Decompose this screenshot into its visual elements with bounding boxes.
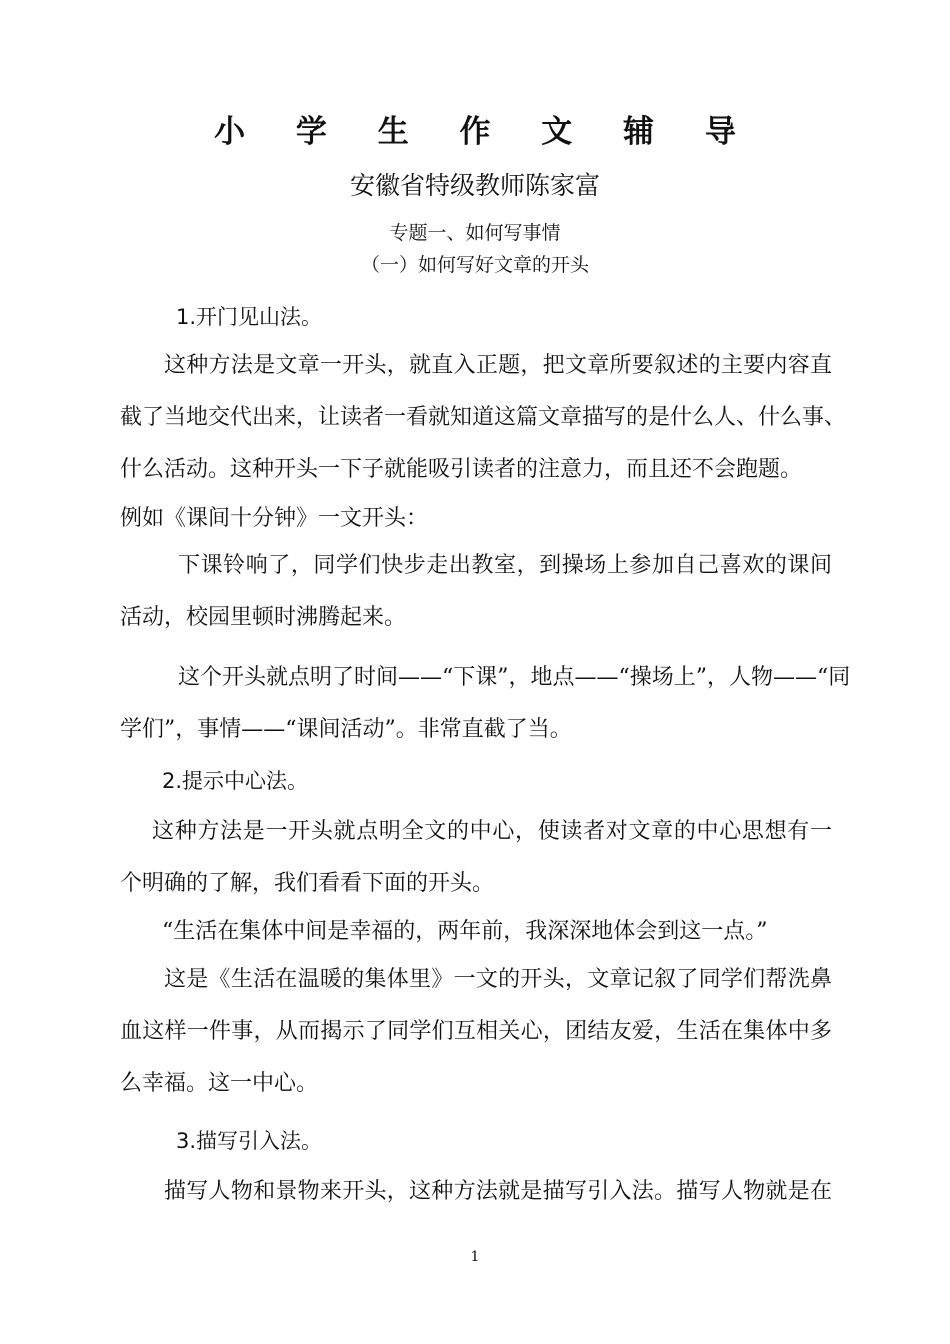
body-line: 这是《生活在温暖的集体里》一文的开头，文章记叙了同学们帮洗鼻 — [164, 967, 832, 992]
body-line: 个明确的了解，我们看看下面的开头。 — [120, 871, 495, 896]
section-heading-1: 1.开门见山法。 — [176, 305, 323, 329]
body-line: 什么活动。这种开头一下子就能吸引读者的注意力，而且还不会跑题。 — [120, 457, 803, 482]
body-line: 这种方法是文章一开头，就直入正题，把文章所要叙述的主要内容直 — [164, 353, 832, 378]
body-line: 描写人物和景物来开头，这种方法就是描写引入法。描写人物就是在 — [164, 1179, 832, 1204]
subtopic-heading: （一）如何写好文章的开头 — [360, 254, 589, 276]
body-line: 这种方法是一开头就点明全文的中心，使读者对文章的中心思想有一 — [152, 819, 832, 844]
page-number: 1 — [470, 1249, 480, 1265]
quote-line: 活动，校园里顿时沸腾起来。 — [120, 605, 407, 630]
topic-heading: 专题一、如何写事情 — [389, 222, 561, 244]
section-heading-2: 2.提示中心法。 — [162, 769, 309, 793]
body-line: 么幸福。这一中心。 — [120, 1071, 319, 1096]
quote-line: 下课铃响了，同学们快步走出教室，到操场上参加自己喜欢的课间 — [178, 553, 832, 578]
body-line: 学们”，事情——“课间活动”。非常直截了当。 — [120, 717, 572, 742]
body-line: 例如《课间十分钟》一文开头： — [120, 506, 429, 531]
quote-line: “生活在集体中间是幸福的，两年前，我深深地体会到这一点。” — [162, 919, 768, 944]
section-heading-3: 3.描写引入法。 — [176, 1129, 323, 1153]
body-line: 血这样一件事，从而揭示了同学们互相关心，团结友爱，生活在集体中多 — [120, 1019, 832, 1044]
document-title: 小 学 生 作 文 辅 导 — [214, 114, 756, 150]
author-line: 安徽省特级教师陈家富 — [349, 171, 600, 200]
body-line: 截了当地交代出来，让读者一看就知道这篇文章描写的是什么人、什么事、 — [120, 405, 847, 430]
body-line: 这个开头就点明了时间——“下课”，地点——“操场上”，人物——“同 — [178, 665, 851, 690]
